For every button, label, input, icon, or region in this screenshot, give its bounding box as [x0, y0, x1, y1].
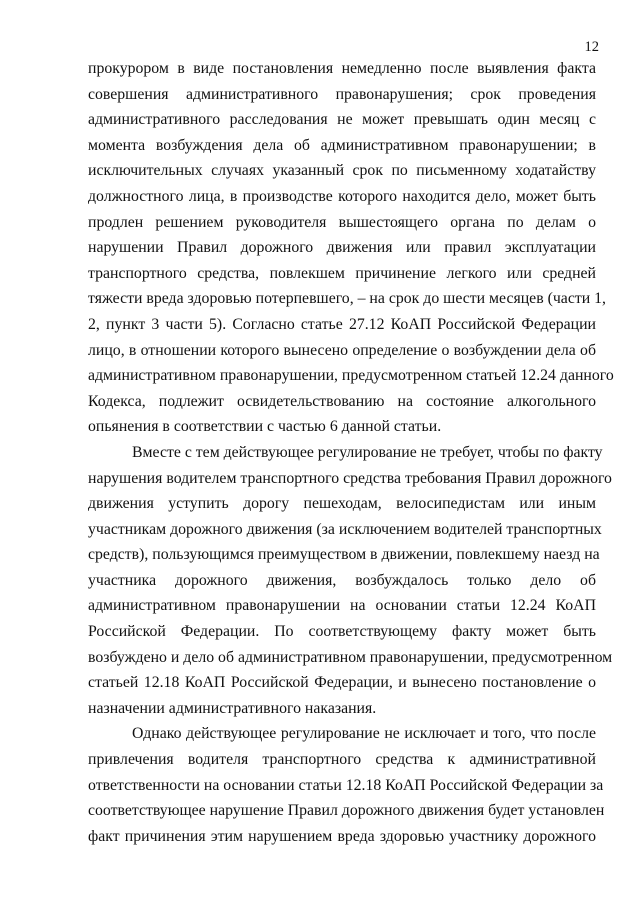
text-line: транспортного средства, повлекшем причинение легкого или средней — [88, 264, 596, 282]
paragraph-2 — [88, 440, 613, 722]
text-line: Кодекса, подлежит освидетельствованию на состояние алкогольного — [88, 392, 596, 410]
text-line: административном правонарушении, предусмотренном статьей 12.24 данного — [88, 367, 614, 385]
text-line: движения уступить дорогу пешеходам, велосипедистам или иным — [88, 495, 596, 513]
paragraph-1 — [88, 56, 614, 440]
text-line: участника дорожного движения, возбуждалось только дело об — [88, 571, 596, 589]
text-line: Вместе с тем действующее регулирование не требует, чтобы по факту — [132, 443, 603, 461]
text-line: Российской Федерации. По соответствующему факту может быть — [88, 623, 596, 641]
text-line: участникам дорожного движения (за исключением водителей транспортных — [88, 520, 602, 538]
text-line: тяжести вреда здоровью потерпевшего, – на срок до шести месяцев (части 1, — [88, 290, 606, 308]
text-line: соответствующее нарушение Правил дорожного движения будет установлен — [88, 802, 605, 820]
text-line: нарушения водителем транспортного средства требования Правил дорожного — [88, 469, 612, 487]
text-line: опьянения в соответствии с частью 6 данной статьи. — [88, 418, 442, 436]
body-text — [88, 56, 614, 849]
text-line: Однако действующее регулирование не исключает и того, что после — [132, 725, 596, 743]
paragraph-3 — [88, 721, 605, 849]
page-number: 12 — [584, 39, 599, 55]
text-line: возбуждено и дело об административном правонарушении, предусмотренном — [88, 648, 613, 666]
text-line: административном правонарушении на основании статьи 12.24 КоАП — [88, 597, 596, 615]
text-line: факт причинения этим нарушением вреда здоровью участнику дорожного — [88, 827, 596, 845]
text-line: лицо, в отношении которого вынесено определение о возбуждении дела об — [88, 341, 596, 359]
text-line: 2, пункт 3 части 5). Согласно статье 27.12 КоАП Российской Федерации — [88, 315, 596, 333]
text-line: исключительных случаях указанный срок по письменному ходатайству — [88, 162, 596, 180]
text-line: момента возбуждения дела об административном правонарушении; в — [88, 136, 596, 154]
text-line: нарушении Правил дорожного движения или правил эксплуатации — [88, 239, 596, 257]
text-line: продлен решением руководителя вышестоящего органа по делам о — [88, 213, 596, 231]
text-line: должностного лица, в производстве которого находится дело, может быть — [88, 187, 596, 205]
text-line: административного расследования не может превышать один месяц с — [88, 111, 596, 129]
text-line: ответственности на основании статьи 12.18 КоАП Российской Федерации за — [88, 776, 604, 794]
text-line: статьей 12.18 КоАП Российской Федерации, и вынесено постановление о — [88, 674, 596, 692]
text-line: совершения административного правонарушения; срок проведения — [88, 85, 596, 103]
text-line: привлечения водителя транспортного средства к административной — [88, 751, 596, 769]
text-line: назначении административного наказания. — [88, 699, 377, 717]
text-line: средств), пользующимся преимуществом в движении, повлекшему наезд на — [88, 546, 600, 564]
text-line: прокурором в виде постановления немедленно после выявления факта — [88, 60, 596, 77]
